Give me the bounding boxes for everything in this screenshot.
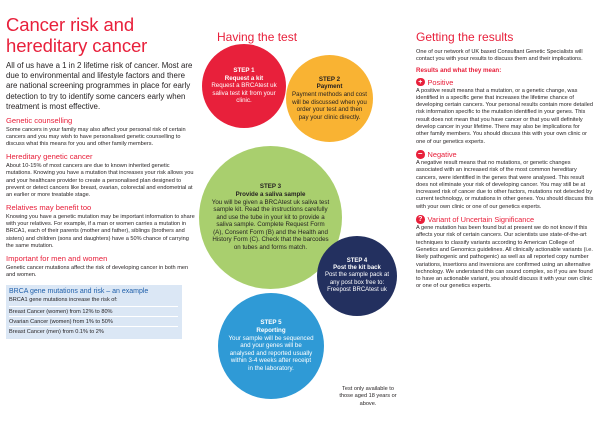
section-heading-relatives: Relatives may benefit too [6, 203, 92, 213]
step-1-circle [202, 44, 286, 128]
intro-paragraph: All of us have a 1 in 2 lifetime risk of cancer. Most are due to environmental and lifestyle factors and there are national screening programmes in place for early detection to try to identify some cancers early when treatment is most effective. [6, 61, 193, 111]
result-body-positive: A positive result means that a mutation, or a genetic change, was identified in a specific gene that increases the lifetime chance of developing certain cancers. Your personal results contain more detailed risk information specific to the mutation identified in your genes. This result does not mean that you have cancer or that you will definitely develop cancer in your lifetime. There may also be implications for other family members. You should discuss this with your own clinic or one of our genetics experts. [416, 87, 593, 145]
plus-icon: + [416, 78, 425, 87]
left-column [6, 14, 196, 339]
step-label: STEP 1 [233, 67, 255, 75]
brca-box-intro: BRCA1 gene mutations increase the risk of: [9, 296, 118, 303]
step-body: You will be given a BRCAtest uk saliva test sample kit. Read the instructions carefully and use the tube in your kit to provide a saliva sample. Complete Request Form (A), Consent Form (B) and the Health and History Form (C). Check that the barcodes on tubes and forms match. [211, 198, 330, 252]
step-body: Payment methods and cost will be discussed when you order your test and then pay your clinic directly. [292, 90, 367, 121]
section-body-hereditary: About 10-15% of most cancers are due to known inherited genetic mutations. Knowing you have a mutation that increases your risk allows you and your healthcare provider to create a personalised plan designed to prevent or detect cancers like breast, ovarian, colorectal and endometrial at an earlier or more treatable stage. [6, 162, 194, 199]
step-body: Post the sample pack at any post box free to: Freepost BRCAtest uk [324, 272, 390, 293]
result-body-vus: A gene mutation has been found but at present we do not know if this affects your risk of certain cancers. Our scientists use state-of-the-art techniques to classify variants according to American College of Genetics and Genomics guidelines. All clinically actionable variants (i.e. likely pathogenic and pathogenic) as well as all reported copy number variations, insertions and inversions are confirmed using an alternative technology. We understand this can sound complex, so if you are found to have an actionable variant, you should discuss it with your own clinic or one of our genetics experts. [416, 225, 593, 290]
result-heading-negative [416, 150, 594, 159]
step-title: Request a kit [224, 74, 264, 82]
step-label: STEP 4 [346, 257, 368, 264]
section-heading-hereditary: Hereditary genetic cancer [6, 152, 93, 162]
step-title: Post the kit back [333, 265, 381, 272]
having-test-heading: Having the test [217, 30, 298, 44]
title-line-1: Cancer risk and [6, 14, 135, 35]
results-heading: Getting the results [416, 30, 514, 44]
right-column [416, 30, 594, 291]
step-title: Provide a saliva sample [235, 190, 306, 198]
brca-risk-row: Breast Cancer (women) from 12% to 80% [9, 306, 178, 316]
step-label: STEP 2 [318, 75, 341, 83]
page-title [6, 14, 196, 56]
result-label: Variant of Uncertain Significance [427, 215, 535, 225]
result-label: Positive [427, 77, 454, 87]
results-meaning-heading: Results and what they mean: [416, 66, 502, 74]
result-heading-positive [416, 78, 594, 87]
brca-risk-row: Ovarian Cancer (women) from 1% to 50% [9, 316, 178, 326]
step-title: Payment [316, 83, 343, 91]
brca-example-box [6, 285, 182, 339]
result-heading-vus [416, 215, 594, 224]
brca-box-heading: BRCA gene mutations and risk – an example [9, 288, 149, 296]
title-line-2: hereditary cancer [6, 35, 148, 56]
step-body: Request a BRCAtest uk saliva test kit from your clinic. [211, 82, 277, 105]
step-body: Your sample will be sequenced and your genes will be analysed and reported usually within 3-4 weeks after receipt in the laboratory. [228, 334, 314, 372]
brca-risk-row: Breast Cancer (men) from 0.1% to 2% [9, 326, 178, 336]
section-body-men-women: Genetic cancer mutations affect the risk of developing cancer in both men and women. [6, 264, 189, 279]
section-heading-men-women: Important for men and women [6, 254, 108, 264]
section-heading-genetic-counselling: Genetic counselling [6, 116, 73, 126]
section-body-relatives: Knowing you have a genetic mutation may be important information to share with your relatives. For example, if a man or women carries a mutation in BRCA1, each of their parents (mother and father), siblings (brothers and sisters) and children (sons and daughters) have a 50% chance of carrying the same mutation. [6, 213, 195, 250]
section-body-genetic-counselling: Some cancers in your family may also affect your personal risk of certain cancers and you may wish to have personalised genetic counselling to discuss what this means for you and other family members. [6, 126, 186, 148]
step-title: Reporting [256, 327, 286, 335]
minus-icon: – [416, 150, 425, 159]
step-4-circle [317, 236, 397, 316]
step-label: STEP 3 [259, 183, 282, 191]
result-body-negative: A negative result means that no mutations, or genetic changes associated with an increased risk of the most common hereditary cancers, were identified in the genes that were analysed. This result does not eliminate your risk of developing cancer. You may still be at increased risk of cancer due to other factors, mutations not detected by current technology, or mutations in other genes. You should discuss this with your own clinic or one of our genetics experts. [416, 159, 594, 210]
results-intro: One of our network of UK based Consultant Genetic Specialists will contact you with your results to discuss them and their implications. [416, 49, 583, 63]
age-restriction-note: Test only available to those aged 18 years or above. [339, 386, 397, 407]
question-icon: ? [416, 215, 425, 224]
step-5-circle [218, 293, 324, 399]
step-label: STEP 5 [260, 319, 282, 327]
step-2-circle [286, 55, 373, 142]
result-label: Negative [427, 149, 457, 159]
